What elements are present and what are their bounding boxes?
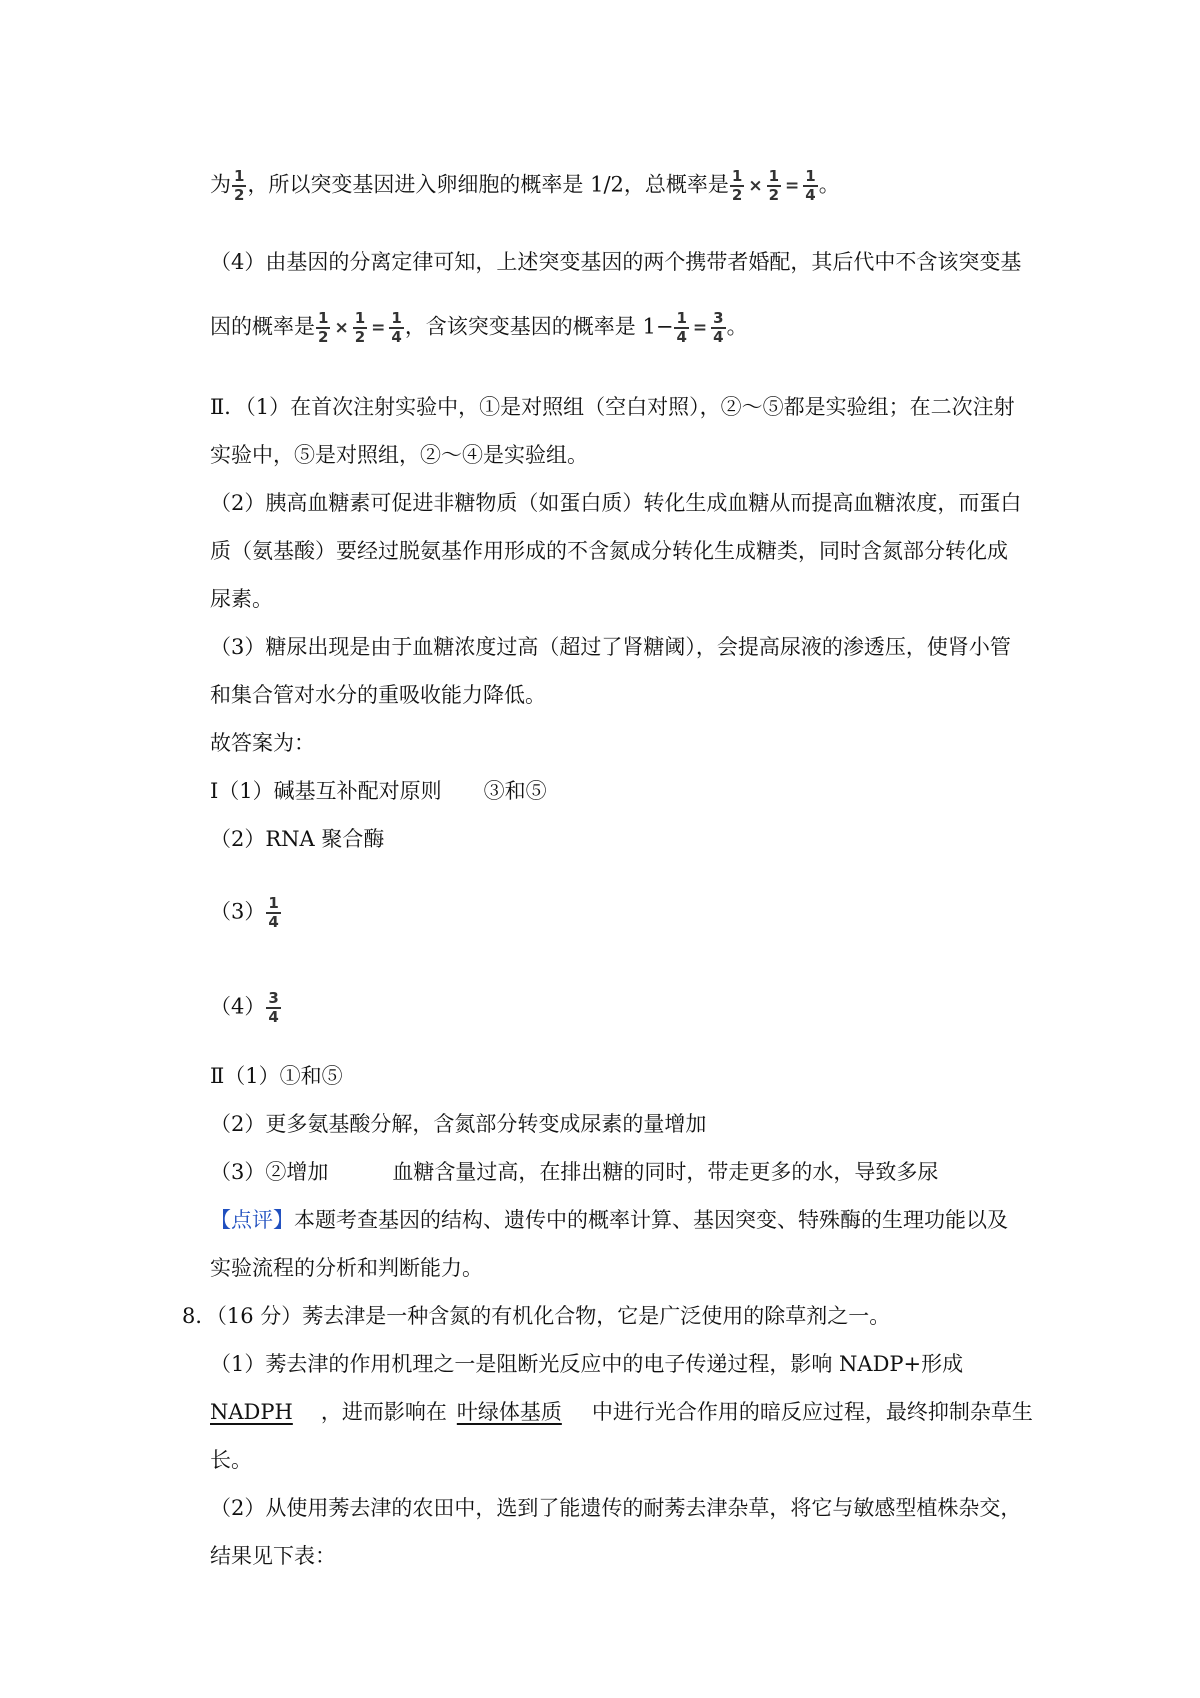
fraction-numerator: 1 xyxy=(354,309,366,327)
answer-line xyxy=(210,776,547,806)
fraction-numerator: 1 xyxy=(731,167,743,185)
text: 。 xyxy=(726,314,748,339)
answer-blank xyxy=(447,1400,592,1424)
text: ，所以突变基因进入卵细胞的概率是 1/2，总概率是 xyxy=(247,172,729,197)
answer-line: （2）RNA 聚合酶 xyxy=(210,827,385,851)
fraction-denominator: 4 xyxy=(713,328,724,346)
text: 血糖含量过高，在排出糖的同时，带走更多的水，导致多尿 xyxy=(392,1160,939,1184)
paragraph-line: 实验流程的分析和判断能力。 xyxy=(210,1256,483,1280)
fraction-denominator: 2 xyxy=(354,328,366,346)
text: （4） xyxy=(210,994,266,1019)
fraction xyxy=(232,168,246,204)
paragraph-line: （1）莠去津的作用机理之一是阻断光反应中的电子传递过程，影响 NADP+形成 xyxy=(210,1352,964,1376)
paragraph-line xyxy=(210,1205,1008,1235)
paragraph-line: 结果见下表： xyxy=(210,1544,336,1568)
times-sign: × xyxy=(334,318,349,338)
fraction xyxy=(674,310,688,346)
fraction-denominator: 2 xyxy=(768,186,780,204)
comment-tag: 【点评】 xyxy=(210,1208,294,1232)
question-heading: 8．（16 分）莠去津是一种含氮的有机化合物，它是广泛使用的除草剂之一。 xyxy=(182,1304,891,1328)
answer-line: （2）更多氨基酸分解，含氮部分转变成尿素的量增加 xyxy=(210,1112,707,1136)
text: ，含该突变基因的概率是 1− xyxy=(404,314,674,339)
fraction-denominator: 4 xyxy=(391,328,402,346)
paragraph-line: 实验中，⑤是对照组，②～④是实验组。 xyxy=(210,443,588,467)
text: ，进而影响在 xyxy=(320,1400,447,1424)
text: Ⅰ（1）碱基互补配对原则 xyxy=(210,779,442,803)
paragraph-line: （3）糖尿出现是由于血糖浓度过高（超过了肾糖阈），会提高尿液的渗透压，使肾小管 xyxy=(210,635,1011,659)
fraction xyxy=(730,168,744,204)
paragraph-line: （2）胰高血糖素可促进非糖物质（如蛋白质）转化生成血糖从而提高血糖浓度，而蛋白 xyxy=(210,491,1022,515)
fraction-numerator: 1 xyxy=(391,309,402,327)
answer-line xyxy=(210,895,282,931)
answer-text: NADPH xyxy=(210,1400,293,1424)
paragraph-line: 长。 xyxy=(210,1448,252,1472)
fraction xyxy=(353,310,367,346)
fraction-numerator: 1 xyxy=(268,894,279,912)
fraction xyxy=(266,895,280,931)
fraction-denominator: 2 xyxy=(318,328,329,346)
answer-line xyxy=(210,990,282,1026)
fraction-numerator: 3 xyxy=(268,989,279,1007)
answer-line xyxy=(210,1157,938,1187)
answer-line: Ⅱ（1）①和⑤ xyxy=(210,1064,343,1088)
fraction-denominator: 2 xyxy=(731,186,743,204)
paragraph-line: Ⅱ．（1）在首次注射实验中，①是对照组（空白对照），②～⑤都是实验组；在二次注射 xyxy=(210,395,1015,419)
fraction xyxy=(711,310,725,346)
fraction xyxy=(316,310,330,346)
text: 因的概率是 xyxy=(210,314,315,339)
equals-sign: = xyxy=(785,176,800,196)
paragraph-line: 故答案为： xyxy=(210,731,315,755)
fraction-denominator: 4 xyxy=(676,328,687,346)
fraction-denominator: 4 xyxy=(268,1008,279,1026)
answer-blank xyxy=(210,1400,321,1424)
text: 。 xyxy=(818,172,840,197)
paragraph-line xyxy=(210,1397,1033,1427)
times-sign: × xyxy=(748,176,763,196)
equals-sign: = xyxy=(692,318,708,338)
fraction xyxy=(266,990,280,1026)
fraction xyxy=(803,168,817,204)
fraction-numerator: 3 xyxy=(713,309,724,327)
fraction-denominator: 4 xyxy=(268,913,279,931)
fraction-denominator: 4 xyxy=(805,186,816,204)
fraction xyxy=(389,310,403,346)
fraction xyxy=(767,168,781,204)
paragraph-line: 质（氨基酸）要经过脱氨基作用形成的不含氮成分转化生成糖类，同时含氮部分转化成 xyxy=(210,539,1008,563)
paragraph-line xyxy=(210,168,840,204)
paragraph-line xyxy=(210,310,748,346)
fraction-numerator: 1 xyxy=(318,309,329,327)
paragraph-line: 尿素。 xyxy=(210,587,273,611)
text: （3）②增加 xyxy=(210,1160,329,1184)
text: ③和⑤ xyxy=(483,779,547,803)
equals-sign: = xyxy=(371,318,386,338)
fraction-numerator: 1 xyxy=(676,309,687,327)
text: 本题考查基因的结构、遗传中的概率计算、基因突变、特殊酶的生理功能以及 xyxy=(294,1208,1008,1232)
fraction-denominator: 2 xyxy=(234,186,245,204)
text: （3） xyxy=(210,899,266,924)
paragraph-line: （2）从使用莠去津的农田中，选到了能遗传的耐莠去津杂草，将它与敏感型植株杂交， xyxy=(210,1496,1022,1520)
text: 中进行光合作用的暗反应过程，最终抑制杂草生 xyxy=(591,1400,1033,1424)
fraction-numerator: 1 xyxy=(768,167,780,185)
fraction-numerator: 1 xyxy=(805,167,816,185)
fraction-numerator: 1 xyxy=(234,167,245,185)
paragraph-line: 和集合管对水分的重吸收能力降低。 xyxy=(210,683,546,707)
answer-text: 叶绿体基质 xyxy=(456,1400,562,1424)
text: 为 xyxy=(210,172,231,197)
paragraph-line: （4）由基因的分离定律可知，上述突变基因的两个携带者婚配，其后代中不含该突变基 xyxy=(210,250,1022,274)
